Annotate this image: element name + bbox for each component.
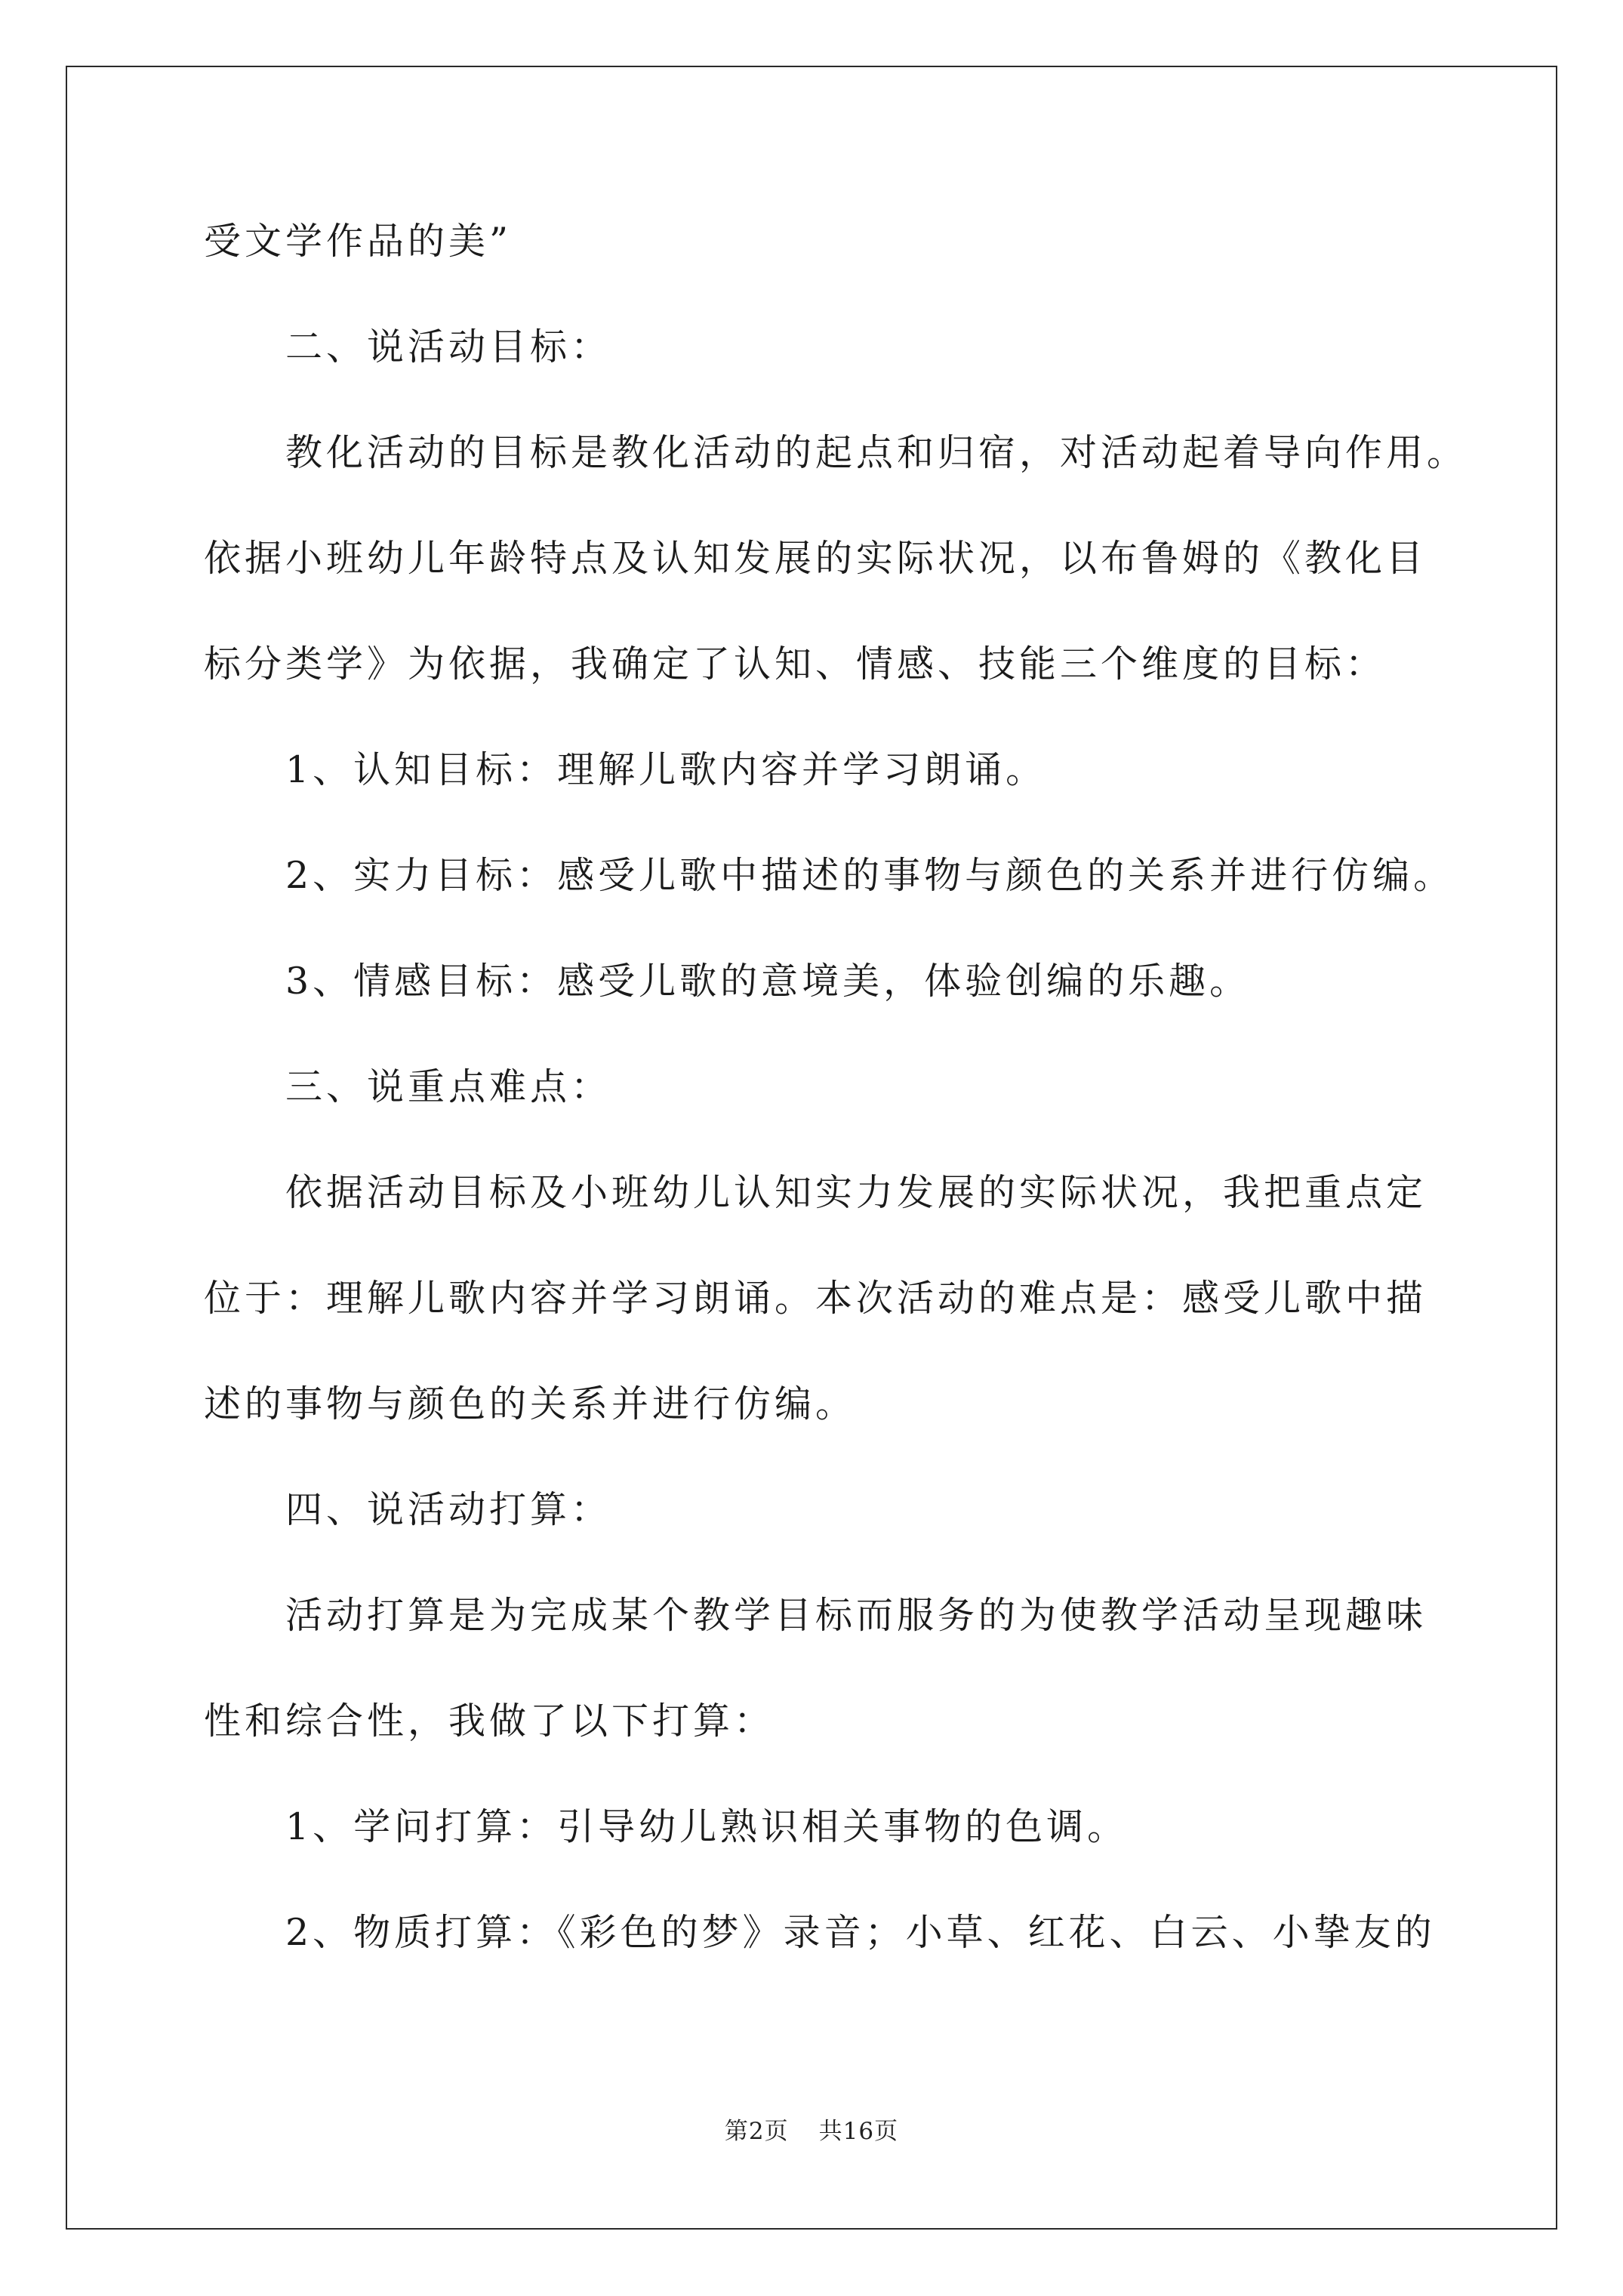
- page-number: 第2页: [724, 2118, 789, 2145]
- text-line-14: 活动打算是为完成某个教学目标而服务的为使教学活动呈现趣味: [285, 1594, 1427, 1637]
- text-line-5: 标分类学》为依据，我确定了认知、情感、技能三个维度的目标：: [204, 643, 1387, 686]
- text-line-12: 述的事物与颜色的关系并进行仿编。: [204, 1382, 857, 1425]
- page-footer: [0, 2112, 1623, 2146]
- text-line-4: 依据小班幼儿年龄特点及认知发展的实际状况，以布鲁姆的《教化目: [204, 537, 1427, 580]
- section-heading-preparation: 四、说活动打算：: [285, 1488, 612, 1531]
- page-border: [66, 66, 1557, 2230]
- page-total: 共16页: [818, 2118, 899, 2145]
- section-heading-objectives: 二、说活动目标：: [285, 325, 612, 368]
- text-line-10: 依据活动目标及小班幼儿认知实力发展的实际状况，我把重点定: [285, 1171, 1427, 1214]
- list-item-ability-goal: 2、实力目标：感受儿歌中描述的事物与颜色的关系并进行仿编。: [285, 854, 1455, 897]
- text-line-15: 性和综合性，我做了以下打算：: [204, 1700, 775, 1743]
- list-item-cognitive-goal: 1、认知目标：理解儿歌内容并学习朗诵。: [285, 748, 1047, 791]
- text-line-11: 位于：理解儿歌内容并学习朗诵。本次活动的难点是：感受儿歌中描: [204, 1277, 1427, 1320]
- text-line-1: 受文学作品的美”: [204, 220, 513, 263]
- list-item-knowledge-prep: 1、学问打算：引导幼儿熟识相关事物的色调。: [285, 1805, 1129, 1848]
- text-line-3: 教化活动的目标是教化活动的起点和归宿，对活动起着导向作用。: [285, 431, 1468, 474]
- list-item-material-prep: 2、物质打算：《彩色的梦》录音；小草、红花、白云、小挚友的: [285, 1911, 1436, 1954]
- section-heading-key-points: 三、说重点难点：: [285, 1065, 612, 1108]
- list-item-emotion-goal: 3、情感目标：感受儿歌的意境美，体验创编的乐趣。: [285, 960, 1251, 1003]
